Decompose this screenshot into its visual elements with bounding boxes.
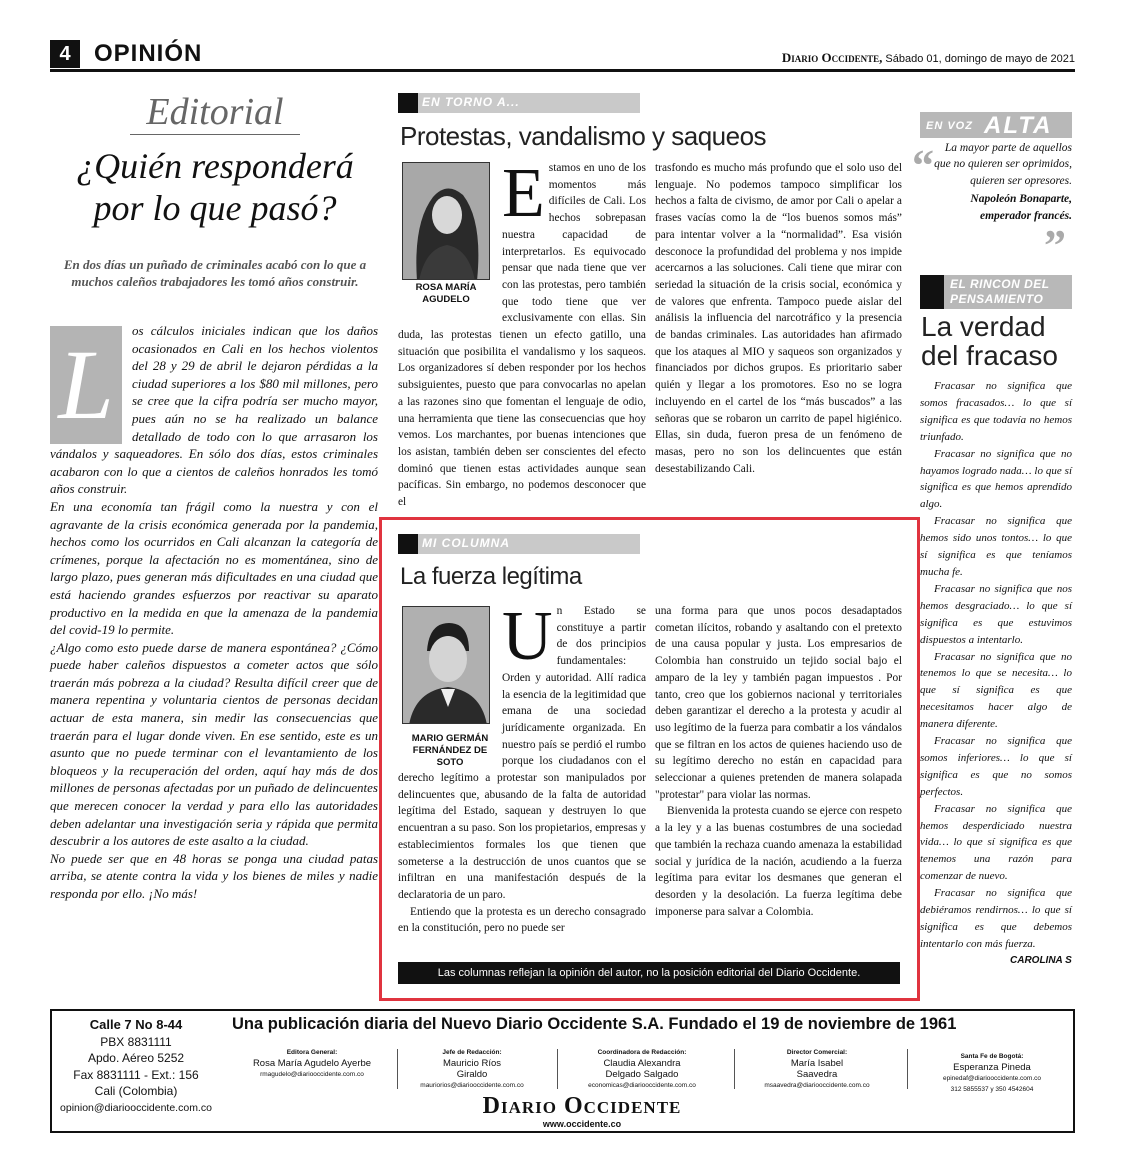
- staff-comercial: [742, 1047, 892, 1091]
- staff-email: msaavedra@diariooccidente.com.co: [764, 1082, 870, 1089]
- staff-name: Rosa María Agudelo Ayerbe: [252, 1058, 372, 1069]
- author-name-mario: MARIO GERMÁN FERNÁNDEZ DE SOTO: [411, 733, 489, 768]
- torno-title: Protestas, vandalismo y saqueos: [400, 121, 767, 151]
- section-title: OPINIÓN: [94, 40, 203, 67]
- kicker-block: [398, 93, 418, 113]
- paper-name: Diario Occidente,: [781, 50, 883, 65]
- address-line: Fax 8831111 - Ext.: 156: [73, 1067, 199, 1082]
- author-name-rosa: ROSA MARÍA AGUDELO: [415, 282, 477, 305]
- website-link[interactable]: www.occidente.co: [542, 1119, 622, 1129]
- columna-dropcap: U: [502, 598, 553, 675]
- editorial-dropcap: L: [50, 326, 122, 444]
- staff-role: Director Comercial:: [786, 1049, 848, 1056]
- photo-spacer: [398, 160, 502, 312]
- staff-email: epinedaf@diariooccidente.com.co: [942, 1075, 1042, 1082]
- publication-line: Una publicación diaria del Nuevo Diario Occidente S.A. Fundado el 19 de noviembre de 1961: [232, 1015, 957, 1033]
- quote-author: Napoleón Bonaparte, emperador francés.: [970, 193, 1072, 222]
- voz-quote: [930, 140, 1072, 224]
- voz-label: EN VOZ: [926, 120, 973, 132]
- editorial-paragraph: ¿Algo como esto puede darse de manera espontánea? ¿Cómo puede haber caleños dispuestos a cometer actos que sólo traerán más pobreza a la ciudad? Resulta difícil creer que de manera repentina y voluntaria cientos de personas decidan actuar de esta manera, sin medir las consecuencias que traerán para el lugar donde viven. En ese sentido, este es un asunto que no puede terminar con el levantamiento de los bloqueos y la recuperación del orden, aquí hay más de dos millones de personas afectadas por un puñado de delincuentes que merecen conocer la verdad y para ello las autoridades deben adelantar una investigación seria y rápida que permita descubrir a los autores de este asalto a la ciudad.: [50, 639, 378, 849]
- columna-paragraph: Bienvenida la protesta cuando se ejerce con respeto a la ley y a las buenas costumbres de una sociedad que también la rechaza cuando amenaza la estabilidad social y jurídica de la nación, acudiendo a la fuerza legítima para evitar los desmanes que generan el desorden y la desolación. La fuerza legítima debe imponerse para salvar a Colombia.: [655, 805, 902, 918]
- columna-column-1: [398, 598, 647, 937]
- page-header: [50, 40, 1075, 72]
- kicker-block: [398, 534, 418, 554]
- contact-email: opinion@diariooccidente.com.co: [60, 1101, 212, 1114]
- divider: [907, 1049, 908, 1089]
- editorial-paragraph: En una economía tan frágil como la nuestra y con el agravante de la crisis económica generada por la pandemia, hechos como los ocurridos en Cali alcanzan la categoría de crímenes, porque la afectación no es momentánea, sino de largo plazo, pues generan más dificultades en una ciudad que está haciendo grandes esfuerzos por reactivar su aparato productivo en la medida en que la amenaza de la pandemia del covid-19 lo permite.: [50, 498, 378, 638]
- staff-name: Esperanza Pineda: [953, 1062, 1031, 1073]
- rincon-signature: CAROLINA S: [1010, 955, 1072, 966]
- torno-column-1: [398, 155, 646, 511]
- quote-text: La mayor parte de aquellos que no quieren ser oprimidos, quieren ser opresores.: [934, 142, 1072, 187]
- columna-title: La fuerza legítima: [400, 563, 582, 590]
- editorial-paragraph: No puede ser que en 48 horas se ponga una ciudad patas arriba, se atente contra la vida y los bienes de miles y nadie responda por ello. ¡No más!: [50, 850, 378, 901]
- address-line: Cali (Colombia): [94, 1084, 178, 1098]
- disclaimer-bar: Las columnas reflejan la opinión del autor, no la posición editorial del Diario Occidente.: [398, 962, 900, 984]
- staff-name: María Isabel Saavedra: [790, 1058, 844, 1080]
- staff-name: Mauricio Ríos Giraldo: [442, 1058, 502, 1080]
- editorial-body: [50, 322, 378, 903]
- kicker-block: [920, 275, 944, 309]
- columna-paragraph: una forma para que unos pocos desadaptados cometan ilícitos, robando y asaltando con el pretexto de una causa popular y justa. Los empresarios de Colombia han construido un tejido social bajo el amparo de la ley y también pagan impuestos . Por tanto, creo que los gobiernos nacional y territoriales deben garantizar el derecho a la protesta y acudir al uso legítimo de la fuerza para combatir a los vándalos que se filtran en los actos de quienes haciendo uso de su legítimo derecho no están en capacidad para seleccionar a quienes pretenden de manera solapada "protestar" para violar las normas.: [655, 605, 902, 801]
- photo-spacer: [398, 603, 502, 769]
- editorial-subtitle: En dos días un puñado de criminales acabó con lo que a muchos caleños trabajadores les tomó años construir.: [63, 257, 367, 289]
- staff-jefe: [407, 1047, 537, 1091]
- rincon-paragraph: Fracasar no significa que no hayamos logrado nada… lo que sí significa es que hemos aprendido algo.: [920, 447, 1072, 511]
- staff-email: mauriorios@diariooccidente.com.co: [420, 1082, 524, 1089]
- address-line: Calle 7 No 8-44: [89, 1017, 183, 1032]
- columna-kicker: MI COLUMNA: [422, 536, 510, 550]
- rincon-title: La verdad del fracaso: [921, 311, 1058, 371]
- rincon-paragraph: Fracasar no significa que somos inferiores… lo que sí significa es que no somos perfectos.: [920, 735, 1072, 798]
- masthead-footer: [50, 1009, 1075, 1133]
- staff-name: Claudia Alexandra Delgado Salgado: [603, 1058, 681, 1080]
- divider: [397, 1049, 398, 1089]
- columna-kicker-bar: [398, 534, 640, 554]
- voz-alta-banner: [920, 112, 1072, 138]
- rincon-paragraph: Fracasar no significa que debiéramos rendirnos… lo que sí significa es que debemos intentarlo con más fuerza.: [920, 887, 1072, 950]
- torno-paragraph: trasfondo es mucho más profundo que el solo uso del lenguaje. No podemos tampoco simplificar los hechos a falta de civismo, de amor por Cali o apelar a frases vacías como la de “los buenos somos más” para intentar volver a la “normalidad”. Esa visión desconoce la profundidad del problema y nos impide acercarnos a las soluciones. Cali tiene que mirar con seriedad la situación de la crisis social, económica y de valores que enfrenta. Tampoco puede aislar del análisis la influencia del narcotráfico y la presencia de bandas criminales. Las autoridades han afirmado que los ataques al MIO y saqueos son organizados y financiados por dichos grupos. Es prioritario saber quién y llegar a los promotores. Eso no se logra incluyendo en el cartel de los “más buscados” a las señoras que se robaron un carrito de papel higiénico. Ellas, sin duda, fueron presa de un fenómeno de masas, pero no son los delincuentes que están desestabilizando Cali.: [655, 162, 902, 475]
- staff-bogota: [917, 1051, 1067, 1095]
- staff-phone: 312 5855537 y 350 4542604: [950, 1086, 1034, 1093]
- staff-coordinadora: [567, 1047, 717, 1091]
- address-line: PBX 8831111: [100, 1034, 172, 1049]
- editorial-title: ¿Quién responderá por lo que pasó?: [76, 146, 354, 228]
- divider: [734, 1049, 735, 1089]
- staff-email: economicas@diariooccidente.com.co: [588, 1082, 696, 1089]
- rincon-body: [920, 378, 1072, 953]
- address-line: Apdo. Aéreo 5252: [87, 1051, 185, 1065]
- rincon-paragraph: Fracasar no significa que somos fracasados… lo que sí significa es que todavía no hemos triunfado.: [920, 380, 1072, 443]
- staff-role: Editora General:: [286, 1049, 338, 1056]
- staff-role: Santa Fe de Bogotá:: [960, 1053, 1024, 1060]
- staff-email: rmagudelo@diariooccidente.com.co: [260, 1071, 364, 1078]
- columna-column-2: [655, 603, 902, 920]
- contact-address: [56, 1017, 216, 1116]
- editorial-kicker: Editorial: [130, 90, 300, 135]
- editorial-paragraph: os cálculos iniciales indican que los daños ocasionados en Cali en los hechos violentos del 28 y 29 de abril le dejaron pérdidas a la ciudad superiores a los $80 mil millones, pero se cree que la cifra podría ser mucho mayor, pues aún no se ha realizado un balance detallado de todo con lo que arrasaron los vándalos y saqueadores. En sólo dos días, estos criminales acabaron con lo que a cientos de caleños honrados les tomó años construir.: [50, 323, 378, 497]
- date-text: Sábado 01, domingo de mayo de 2021: [885, 53, 1075, 65]
- torno-dropcap: E: [502, 155, 545, 232]
- rincon-kicker: EL RINCON DEL PENSAMIENTO: [950, 277, 1050, 306]
- brand-logo: Diario Occidente: [482, 1093, 682, 1119]
- rincon-paragraph: Fracasar no significa que hemos desperdiciado nuestra vida… lo que sí significa es que tenemos una razón para comenzar de nuevo.: [920, 802, 1072, 883]
- open-quote-icon: “: [912, 141, 934, 190]
- torno-column-2: [655, 160, 902, 477]
- rincon-kicker-bar: [920, 275, 1072, 309]
- alta-label: ALTA: [984, 112, 1053, 139]
- rincon-paragraph: Fracasar no significa que nos hemos desgraciado… lo que sí significa es que estuvimos dispuestos a intentarlo.: [920, 582, 1072, 646]
- torno-kicker-bar: [398, 93, 640, 113]
- divider: [557, 1049, 558, 1089]
- torno-kicker: EN TORNO A...: [422, 95, 520, 109]
- issue-date: [782, 50, 1075, 66]
- page-number: 4: [50, 40, 80, 68]
- rincon-paragraph: Fracasar no significa que no tenemos lo que se necesita… lo que sí significa es que necesitamos hacer algo de manera diferente.: [920, 650, 1072, 731]
- rincon-paragraph: Fracasar no significa que hemos sido unos tontos… lo que sí significa es que teníamos mucha fe.: [920, 515, 1072, 578]
- columna-paragraph: Entiendo que la protesta es un derecho consagrado en la constitución, pero no puede ser: [398, 905, 646, 935]
- staff-role: Coordinadora de Redacción:: [597, 1049, 687, 1056]
- columna-paragraph: n Estado se constituye a partir de dos principios fundamentales: Orden y autoridad. Allí radica la esencia de la legitimidad que emana de una sociedad jurídicamente organizada. En nuestro país se perdió el rumbo porque los ciudadanos con el derecho legítimo a protestar son manipulados por delincuentes que, abusando de la falta de autoridad legítima del Estado, saquean y destruyen lo que encuentran a su paso. Son los propietarios, empresas y establecimientos formales los que tienen que someterse a la destrucción de unos cuantos que se infiltran en una manifestación después de la declaratoria de un paro.: [398, 605, 647, 901]
- staff-editora: [237, 1047, 387, 1080]
- staff-role: Jefe de Redacción:: [442, 1049, 502, 1056]
- close-quote-icon: ”: [1044, 221, 1066, 270]
- torno-paragraph: stamos en uno de los momentos más difíciles de Cali. Los hechos sobrepasan nuestra capacidad de interpretarlos. Es equivocado pensar que nada tiene que ver con las protestas, pero también que todo tiene que ver exclusivamente con ellas. Sin duda, las protestas tienen un efecto gatillo, una situación que posibilita el vandalismo y los saqueos. Los organizadores sí deben responder por los hechos subsiguientes, puesto que para convocarlas no apelan a las razones sino que fomentan el lenguaje de odio, una herramienta que tiene las consecuencias que hoy vemos. Los marchantes, por buenas intenciones que los asistan, también deben ser conscientes del efecto dominó que tienen estas actividades aunque sean pacíficas. Sin embargo, no podemos desconocer que el: [398, 162, 646, 509]
